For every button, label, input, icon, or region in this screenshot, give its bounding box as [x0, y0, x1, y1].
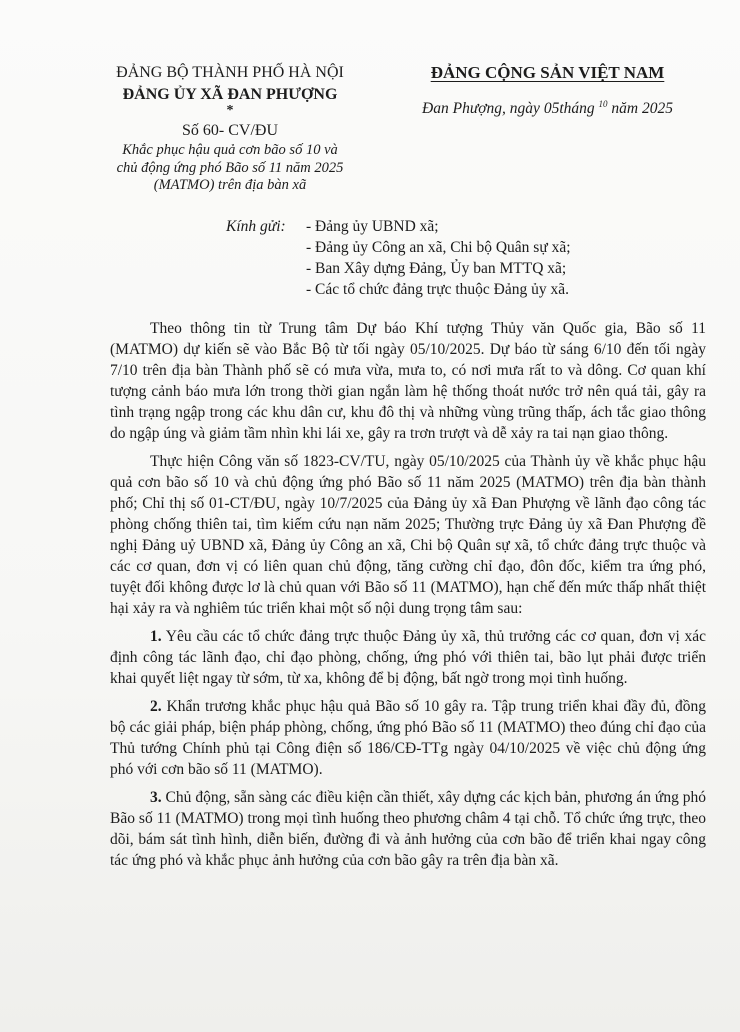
recipient-item: - Ban Xây dựng Đảng, Ủy ban MTTQ xã;	[306, 260, 567, 277]
recipient-item: - Các tổ chức đảng trực thuộc Đảng ủy xã.	[306, 281, 569, 298]
recipient-item: - Đảng ủy Công an xã, Chi bộ Quân sự xã;	[306, 239, 571, 256]
document-subject	[80, 142, 380, 195]
issue-date	[395, 92, 700, 121]
issuing-organization	[80, 62, 380, 117]
numbered-item	[110, 696, 706, 780]
party-name: ĐẢNG CỘNG SẢN VIỆT NAM	[430, 63, 665, 82]
document-body	[110, 318, 706, 878]
subject-line: (MATMO) trên địa bàn xã	[153, 177, 307, 193]
date-suffix: năm 2025	[611, 100, 673, 117]
star-mark: *	[226, 103, 234, 118]
recipients-label: Kính gửi:	[226, 218, 286, 235]
numbered-item	[110, 626, 706, 689]
item-text: Khẩn trương khắc phục hậu quả Bão số 10 gây ra. Tập trung triển khai đầy đủ, đồng bộ các giải pháp, biện pháp phòng, chống, ứng phó Bão số 11 (MATMO) theo đúng chỉ đạo của Thủ tướng Chính phủ tại Công điện số 186/CĐ-TTg ngày 04/10/2025 về việc chủ động ứng phó với cơn bão số 11 (MATMO).	[110, 698, 706, 778]
item-text: Yêu cầu các tổ chức đảng trực thuộc Đảng ủy xã, thủ trưởng các cơ quan, đơn vị xác định công tác lãnh đạo, chỉ đạo phòng, chống, ứng phó với thiên tai, bão lụt phải được triển khai quyết liệt ngay từ sớm, từ xa, không để bị động, bất ngờ trong mọi tình huống.	[110, 628, 706, 687]
org-line-1: ĐẢNG BỘ THÀNH PHỐ HÀ NỘI	[116, 64, 344, 81]
body-paragraph: Theo thông tin từ Trung tâm Dự báo Khí tượng Thủy văn Quốc gia, Bão số 11 (MATMO) dự kiến sẽ vào Bắc Bộ từ tối ngày 05/10/2025. Dự báo từ sáng 6/10 đến tối ngày 7/10 trên địa bàn Thành phố sẽ có mưa vừa, mưa to, có nơi mưa rất to và dông. Cơ quan khí tượng cảnh báo mưa lớn trong thời gian ngắn làm hệ thống thoát nước trở nên quá tải, gây ra tình trạng ngập trong các khu dân cư, khu đô thị và những vùng trũng thấp, ách tắc giao thông do ngập úng và giảm tầm nhìn khi lái xe, gây ra trơn trượt và dễ xảy ra tai nạn giao thông.	[110, 320, 706, 442]
date-month: 10	[598, 99, 608, 109]
numbered-item	[110, 787, 706, 871]
item-number: 2.	[150, 698, 162, 715]
item-number: 3.	[150, 789, 162, 806]
org-line-2: ĐẢNG ỦY XÃ ĐAN PHƯỢNG	[122, 86, 338, 103]
item-text: Chủ động, sẵn sàng các điều kiện cần thiết, xây dựng các kịch bản, phương án ứng phó Bão số 11 (MATMO) trong mọi tình huống theo phương châm 4 tại chỗ. Tổ chức ứng trực, theo dõi, bám sát tình hình, diễn biến, đường đi và ảnh hưởng của cơn bão để triển khai ngay công tác ứng phó và khắc phục ảnh hưởng của cơn bão gây ra trên địa bàn xã.	[110, 789, 706, 869]
document-number: Số 60- CV/ĐU	[181, 122, 278, 139]
date-prefix: Đan Phượng, ngày 05tháng	[422, 100, 599, 117]
body-paragraph: Thực hiện Công văn số 1823-CV/TU, ngày 05/10/2025 của Thành ủy về khắc phục hậu quả cơn bão số 10 và chủ động ứng phó Bão số 11 năm 2025 (MATMO) trên địa bàn thành phố; Chỉ thị số 01-CT/ĐU, ngày 10/7/2025 của Đảng ủy xã Đan Phượng về lãnh đạo công tác phòng chống thiên tai, tìm kiếm cứu nạn năm 2025; Thường trực Đảng ủy xã Đan Phượng đề nghị Đảng uỷ UBND xã, Đảng ủy Công an xã, Chi bộ Quân sự xã, tổ chức đảng trực thuộc và các cơ quan, đơn vị có liên quan chủ động, tăng cường chỉ đạo, đôn đốc, kiểm tra ứng phó, tuyệt đối không được lơ là chủ quan với Bão số 11 (MATMO), hạn chế đến mức thấp nhất thiệt hại xảy ra và nghiêm túc triển khai một số nội dung trọng tâm sau:	[110, 453, 706, 617]
national-header	[395, 62, 700, 121]
subject-line: Khắc phục hậu quả cơn bão số 10 và	[122, 142, 338, 158]
item-number: 1.	[150, 628, 162, 645]
recipient-item: - Đảng ủy UBND xã;	[306, 218, 439, 235]
recipients-list	[306, 216, 706, 300]
subject-line: chủ động ứng phó Bão số 11 năm 2025	[116, 159, 344, 176]
